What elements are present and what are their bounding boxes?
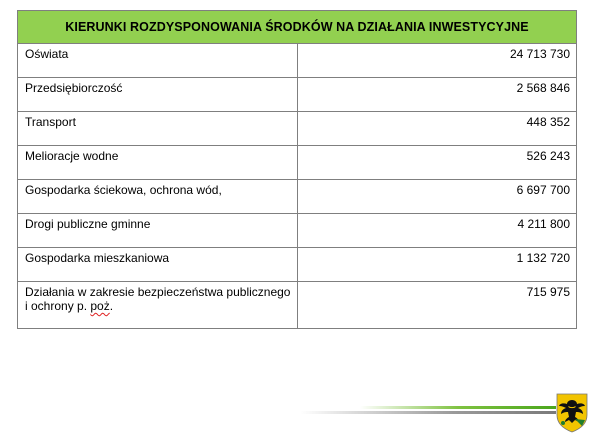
row-value: 526 243 [297, 146, 577, 180]
row-label: Gospodarka ściekowa, ochrona wód, [18, 180, 298, 214]
row-label-line2-suffix: . [109, 299, 114, 313]
row-label-line1: Działania w zakresie bezpieczeństwa publicznego [25, 285, 291, 299]
row-label: Transport [18, 112, 298, 146]
row-value: 715 975 [297, 282, 577, 329]
row-label: Drogi publiczne gminne [18, 214, 298, 248]
row-value: 448 352 [297, 112, 577, 146]
row-label: Przedsiębiorczość [18, 78, 298, 112]
footer-divider-gray [300, 411, 556, 414]
table-row [18, 214, 577, 248]
table-row [18, 112, 577, 146]
table-header-row [18, 11, 577, 44]
table-row [18, 44, 577, 78]
table-title: KIERUNKI ROZDYSPONOWANIA ŚRODKÓW NA DZIAŁANIA INWESTYCYJNE [18, 11, 577, 44]
footer-divider-green [360, 406, 556, 409]
row-label: Melioracje wodne [18, 146, 298, 180]
table-row [18, 248, 577, 282]
row-label: Gospodarka mieszkaniowa [18, 248, 298, 282]
row-value: 6 697 700 [297, 180, 577, 214]
row-label [18, 282, 298, 329]
row-value: 4 211 800 [297, 214, 577, 248]
row-label-line2-prefix: i ochrony p. [25, 299, 91, 313]
table-row [18, 180, 577, 214]
spellcheck-flagged-word: poż [90, 299, 110, 313]
investment-table [17, 10, 577, 329]
table-row [18, 282, 577, 329]
coat-of-arms-icon [556, 393, 588, 433]
table-row [18, 78, 577, 112]
row-label: Oświata [18, 44, 298, 78]
row-value: 24 713 730 [297, 44, 577, 78]
table-row [18, 146, 577, 180]
row-value: 2 568 846 [297, 78, 577, 112]
row-value: 1 132 720 [297, 248, 577, 282]
